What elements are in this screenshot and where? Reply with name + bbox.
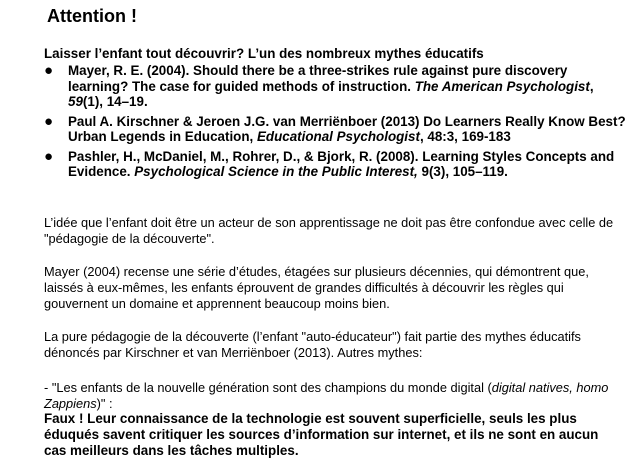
bullet-icon: ● bbox=[44, 62, 54, 79]
myth-rebuttal: Faux ! Leur connaissance de la technologie est souvent superficielle, seuls les plus éduqués savent critiquer les sources d’information sur internet, et ils ne sont en aucun cas meilleurs dans les tâches multiples. bbox=[44, 411, 599, 458]
reference-volume: 59 bbox=[68, 94, 83, 109]
reference-tail: 9(3), 105–119. bbox=[417, 164, 508, 179]
myth-suffix: )" : bbox=[96, 396, 113, 411]
paragraph-discovery: L’idée que l’enfant doit être un acteur de son apprentissage ne doit pas être confondue avec celle de "pédagogie de la découverte". bbox=[44, 215, 614, 246]
reference-text: Paul A. Kirschner & Jeroen J.G. van Merriënboer (2013) Do Learners Really Know Best? Urban Legends in Education, bbox=[68, 113, 626, 144]
reference-item bbox=[44, 149, 629, 180]
myth-digital-natives bbox=[44, 380, 624, 412]
reference-journal: Educational Psychologist bbox=[256, 129, 420, 144]
reference-item bbox=[44, 63, 629, 110]
bullet-icon: ● bbox=[44, 147, 54, 165]
myth-prefix: - "Les enfants de la nouvelle génération sont des champions du monde digital ( bbox=[44, 380, 492, 395]
reference-volume-sep: , bbox=[589, 78, 594, 94]
reference-list bbox=[44, 63, 629, 180]
paragraph-myths: La pure pédagogie de la découverte (l’enfant "auto-éducateur") fait partie des mythes éducatifs dénoncés par Kirschner et van Merriënboer (2013). Autres mythes: bbox=[44, 329, 581, 360]
reference-tail: , 48:3, 169-183 bbox=[419, 129, 511, 144]
page-title: Attention ! bbox=[47, 6, 137, 26]
reference-text: Pashler, H., McDaniel, M., Rohrer, D., & Bjork, R. (2008). Learning Styles Concepts and Evidence. bbox=[68, 148, 615, 179]
reference-item bbox=[44, 114, 629, 145]
paragraph-mayer: Mayer (2004) recense une série d’études, étagées sur plusieurs décennies, qui démontrent que, laissés à eux-mêmes, les enfants éprouvent de grandes difficultés à découvrir les règles qui gouvernent un domaine et apprennent beaucoup moins bien. bbox=[44, 264, 589, 311]
reference-journal: The American Psychologist bbox=[414, 78, 590, 94]
reference-tail: (1), 14–19. bbox=[82, 94, 148, 109]
section-heading: Laisser l’enfant tout découvrir? L’un des nombreux mythes éducatifs bbox=[44, 46, 484, 61]
reference-text: Mayer, R. E. (2004). Should there be a three-strikes rule against pure discovery learning? The case for guided methods of instruction. bbox=[68, 63, 568, 94]
reference-journal: Psychological Science in the Public Interest, bbox=[134, 164, 418, 179]
myth-italic: digital natives, homo Zappiens bbox=[44, 380, 609, 411]
bullet-icon: ● bbox=[44, 112, 54, 130]
